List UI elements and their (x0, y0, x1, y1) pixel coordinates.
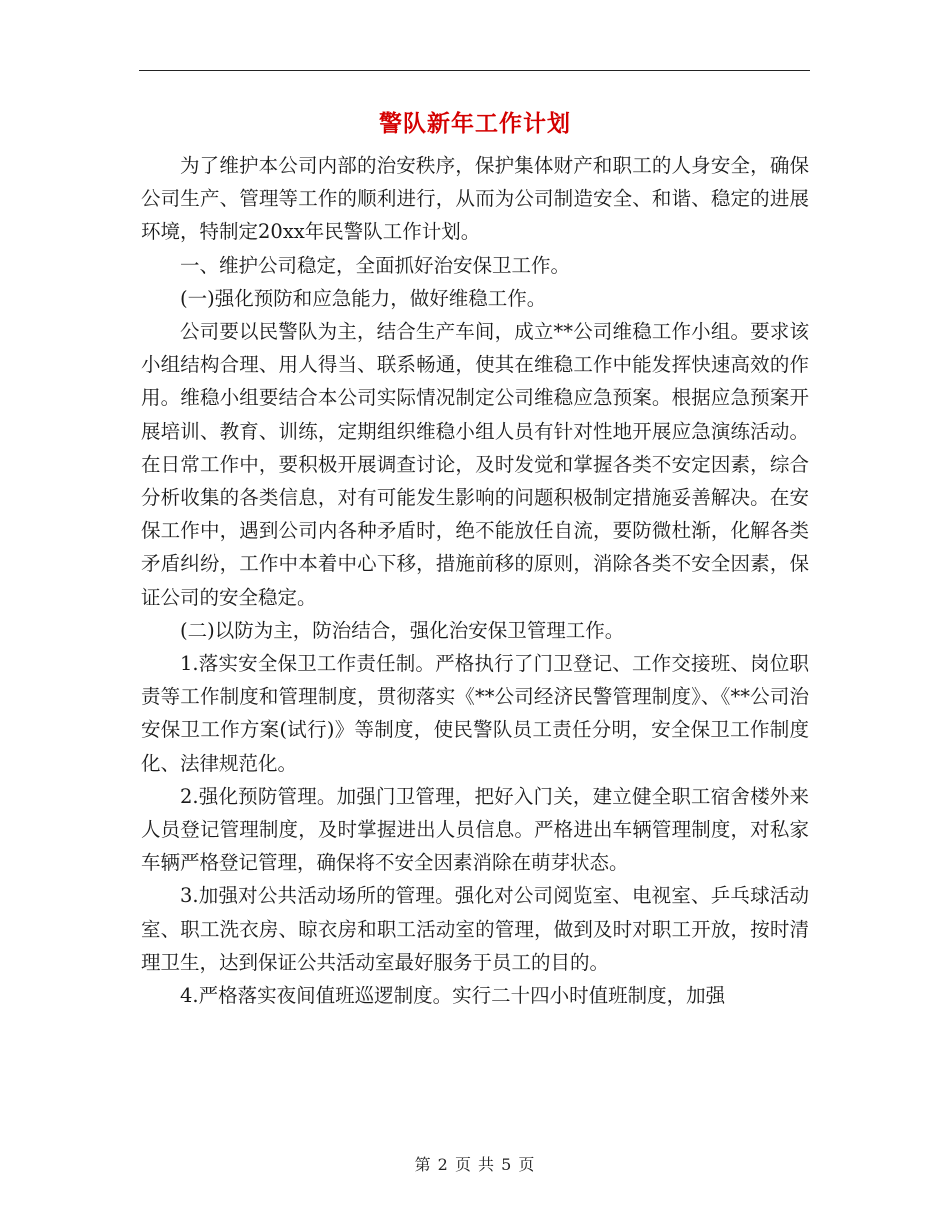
paragraph-item-2: 2.强化预防管理。加强门卫管理，把好入门关，建立健全职工宿舍楼外来人员登记管理制度，及时掌握进出人员信息。严格进出车辆管理制度，对私家车辆严格登记管理，确保将不安全因素消除在萌芽状态。 (141, 784, 809, 875)
heading-subsection-1: (一)强化预防和应急能力，做好维稳工作。 (180, 286, 547, 310)
page-number: 第 2 页 共 5 页 (414, 1155, 536, 1174)
paragraph-item-1: 1.落实安全保卫工作责任制。严格执行了门卫登记、工作交接班、岗位职责等工作制度和管理制度，贯彻落实《**公司经济民警管理制度》、《**公司治安保卫工作方案(试行)》等制度，使民警队员工责任分明，安全保卫工作制度化、法律规范化。 (141, 652, 809, 775)
paragraph-intro: 为了维护本公司内部的治安秩序，保护集体财产和职工的人身安全，确保公司生产、管理等工作的顺利进行，从而为公司制造安全、和谐、稳定的进展环境，特制定20xx年民警队工作计划。 (141, 154, 809, 244)
document-body (141, 149, 809, 1012)
document-title: 警队新年工作计划 (379, 110, 571, 137)
heading-section-1: 一、维护公司稳定，全面抓好治安保卫工作。 (180, 253, 571, 277)
paragraph-item-3: 3.加强对公共活动场所的管理。强化对公司阅览室、电视室、乒乓球活动室、职工洗衣房、晾衣房和职工活动室的管理，做到及时对职工开放，按时清理卫生，达到保证公共活动室最好服务于员工的目的。 (141, 884, 809, 974)
heading-subsection-2: (二)以防为主，防治结合，强化治安保卫管理工作。 (180, 618, 625, 642)
paragraph-item-4: 4.严格落实夜间值班巡逻制度。实行二十四小时值班制度，加强 (180, 984, 726, 1008)
header-rule (139, 70, 810, 71)
paragraph-stability: 公司要以民警队为主，结合生产车间，成立**公司维稳工作小组。要求该小组结构合理、用人得当、联系畅通，使其在维稳工作中能发挥快速高效的作用。维稳小组要结合本公司实际情况制定公司维稳应急预案。根据应急预案开展培训、教育、训练，定期组织维稳小组人员有针对性地开展应急演练活动。在日常工作中，要积极开展调查讨论，及时发觉和掌握各类不安定因素，综合分析收集的各类信息，对有可能发生影响的问题积极制定措施妥善解决。在安保工作中，遇到公司内各种矛盾时，绝不能放任自流，要防微杜渐，化解各类矛盾纠纷，工作中本着中心下移，措施前移的原则，消除各类不安全因素，保证公司的安全稳定。 (141, 320, 809, 609)
